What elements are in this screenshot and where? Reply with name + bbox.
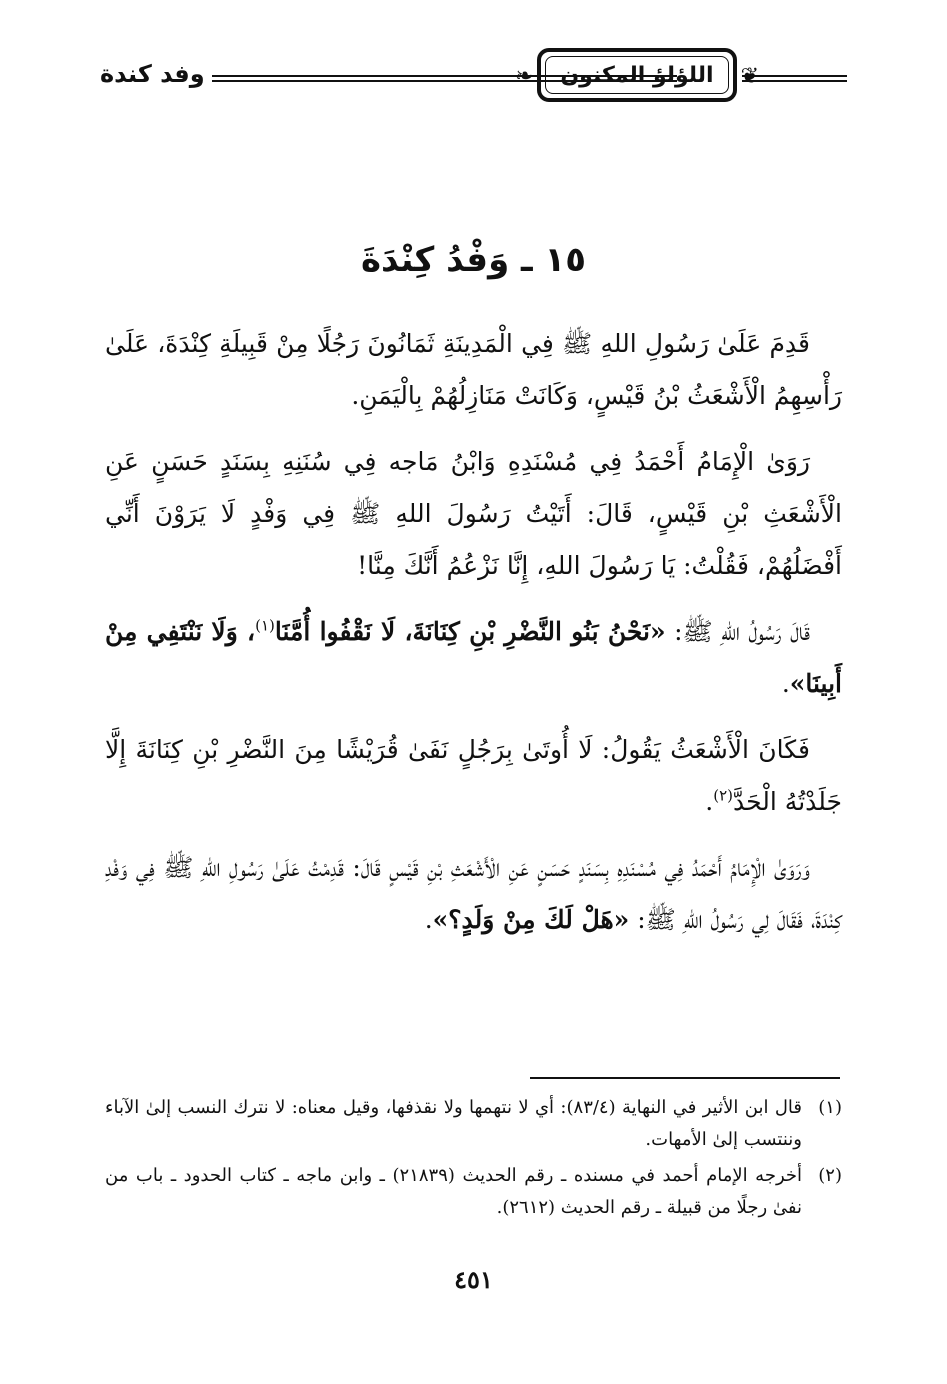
page-header [100,48,847,108]
footnote-divider [530,1077,840,1079]
paragraph [105,318,842,422]
footnotes [105,1092,842,1228]
hadith-quote: «نَحْنُ بَنُو النَّضْرِ بْنِ كِنَانَةَ، لَا نَقْفُوا أُمَّنَا [274,617,666,646]
paragraph-text: فَكَانَ الْأَشْعَثُ يَقُولُ: لَا أُوتَىٰ بِرَجُلٍ نَفَىٰ قُرَيْشًا مِنَ النَّضْرِ بْنِ كِنَانَةَ إِلَّا جَلَدْتُهُ الْحَدَّ [105,735,842,816]
footnote [105,1160,842,1224]
footnote-text: قال ابن الأثير في النهاية (٨٣/٤): أي لا نتهمها ولا نقذفها، وقيل معناه: لا نترك النسب إلىٰ الآباء وننتسب إلىٰ الأمهات. [105,1097,802,1150]
paragraph-text: قَدِمَ عَلَىٰ رَسُولِ اللهِ ﷺ فِي الْمَدِينَةِ ثَمَانُونَ رَجُلًا مِنْ قَبِيلَةِ كِنْدَةَ، عَلَىٰ رَأْسِهِمُ الْأَشْعَثُ بْنُ قَيْسٍ، وَكَانَتْ مَنَازِلُهُمْ بِالْيَمَنِ. [105,329,842,410]
main-content [105,318,842,960]
hadith-quote: «هَلْ لَكَ مِنْ وَلَدٍ؟» [432,905,630,934]
paragraph [105,842,842,946]
footnote-ref[interactable]: (٢) [713,786,734,805]
footnote-number: (١) [818,1097,842,1118]
section-title: ١٥ ـ وَفْدُ كِنْدَةَ [360,240,587,280]
paragraph-text: . [781,669,790,698]
footnote-number: (٢) [818,1165,842,1186]
ornament-icon: ❦ [740,64,759,89]
paragraph-text: قَالَ رَسُولُ اللهِ ﷺ: [665,617,810,646]
paragraph-text: رَوَىٰ الْإِمَامُ أَحْمَدُ فِي مُسْنَدِهِ وَابْنُ مَاجه فِي سُنَنِهِ بِسَنَدٍ حَسَنٍ عَنِ الْأَشْعَثِ بْنِ قَيْسٍ، قَالَ: أَتَيْتُ رَسُولَ اللهِ ﷺ فِي وَفْدٍ لَا يَرَوْنَ أَنِّي أَفْضَلُهُمْ، فَقُلْتُ: يَا رَسُولَ اللهِ، إِنَّا نَزْعُمُ أَنَّكَ مِنَّا! [105,447,842,580]
paragraph-text: وَرَوَىٰ الْإِمَامُ أَحْمَدُ فِي مُسْنَدِهِ بِسَنَدٍ حَسَنٍ عَنِ الْأَشْعَثِ بْنِ قَيْسٍ قَالَ: قَدِمْتُ عَلَىٰ رَسُولِ اللهِ ﷺ فِي وَفْدِ كِنْدَةَ، فَقَالَ لِي رَسُولُ اللهِ ﷺ: [105,853,842,934]
book-title: اللؤلؤ المكنون [560,62,714,88]
paragraph [105,606,842,710]
chapter-title: وفد كندة [100,60,205,88]
footnote-ref[interactable]: (١) [255,616,275,635]
hadith-quote: ، وَلَا نَنْتَفِي مِنْ أَبِينَا» [105,617,842,698]
header-rule-left [212,75,677,82]
paragraph-text: . [424,905,433,934]
footnote [105,1092,842,1156]
footnote-text: أخرجه الإمام أحمد في مسنده ـ رقم الحديث (٢١٨٣٩) ـ وابن ماجه ـ كتاب الحدود ـ باب من نفىٰ رجلًا من قبيلة ـ رقم الحديث (٢٦١٢). [105,1165,803,1218]
page-number: ٤٥١ [454,1265,493,1294]
ornament-icon: ❧ [515,64,534,89]
paragraph [105,724,842,828]
paragraph-text: . [705,787,714,816]
paragraph [105,436,842,592]
